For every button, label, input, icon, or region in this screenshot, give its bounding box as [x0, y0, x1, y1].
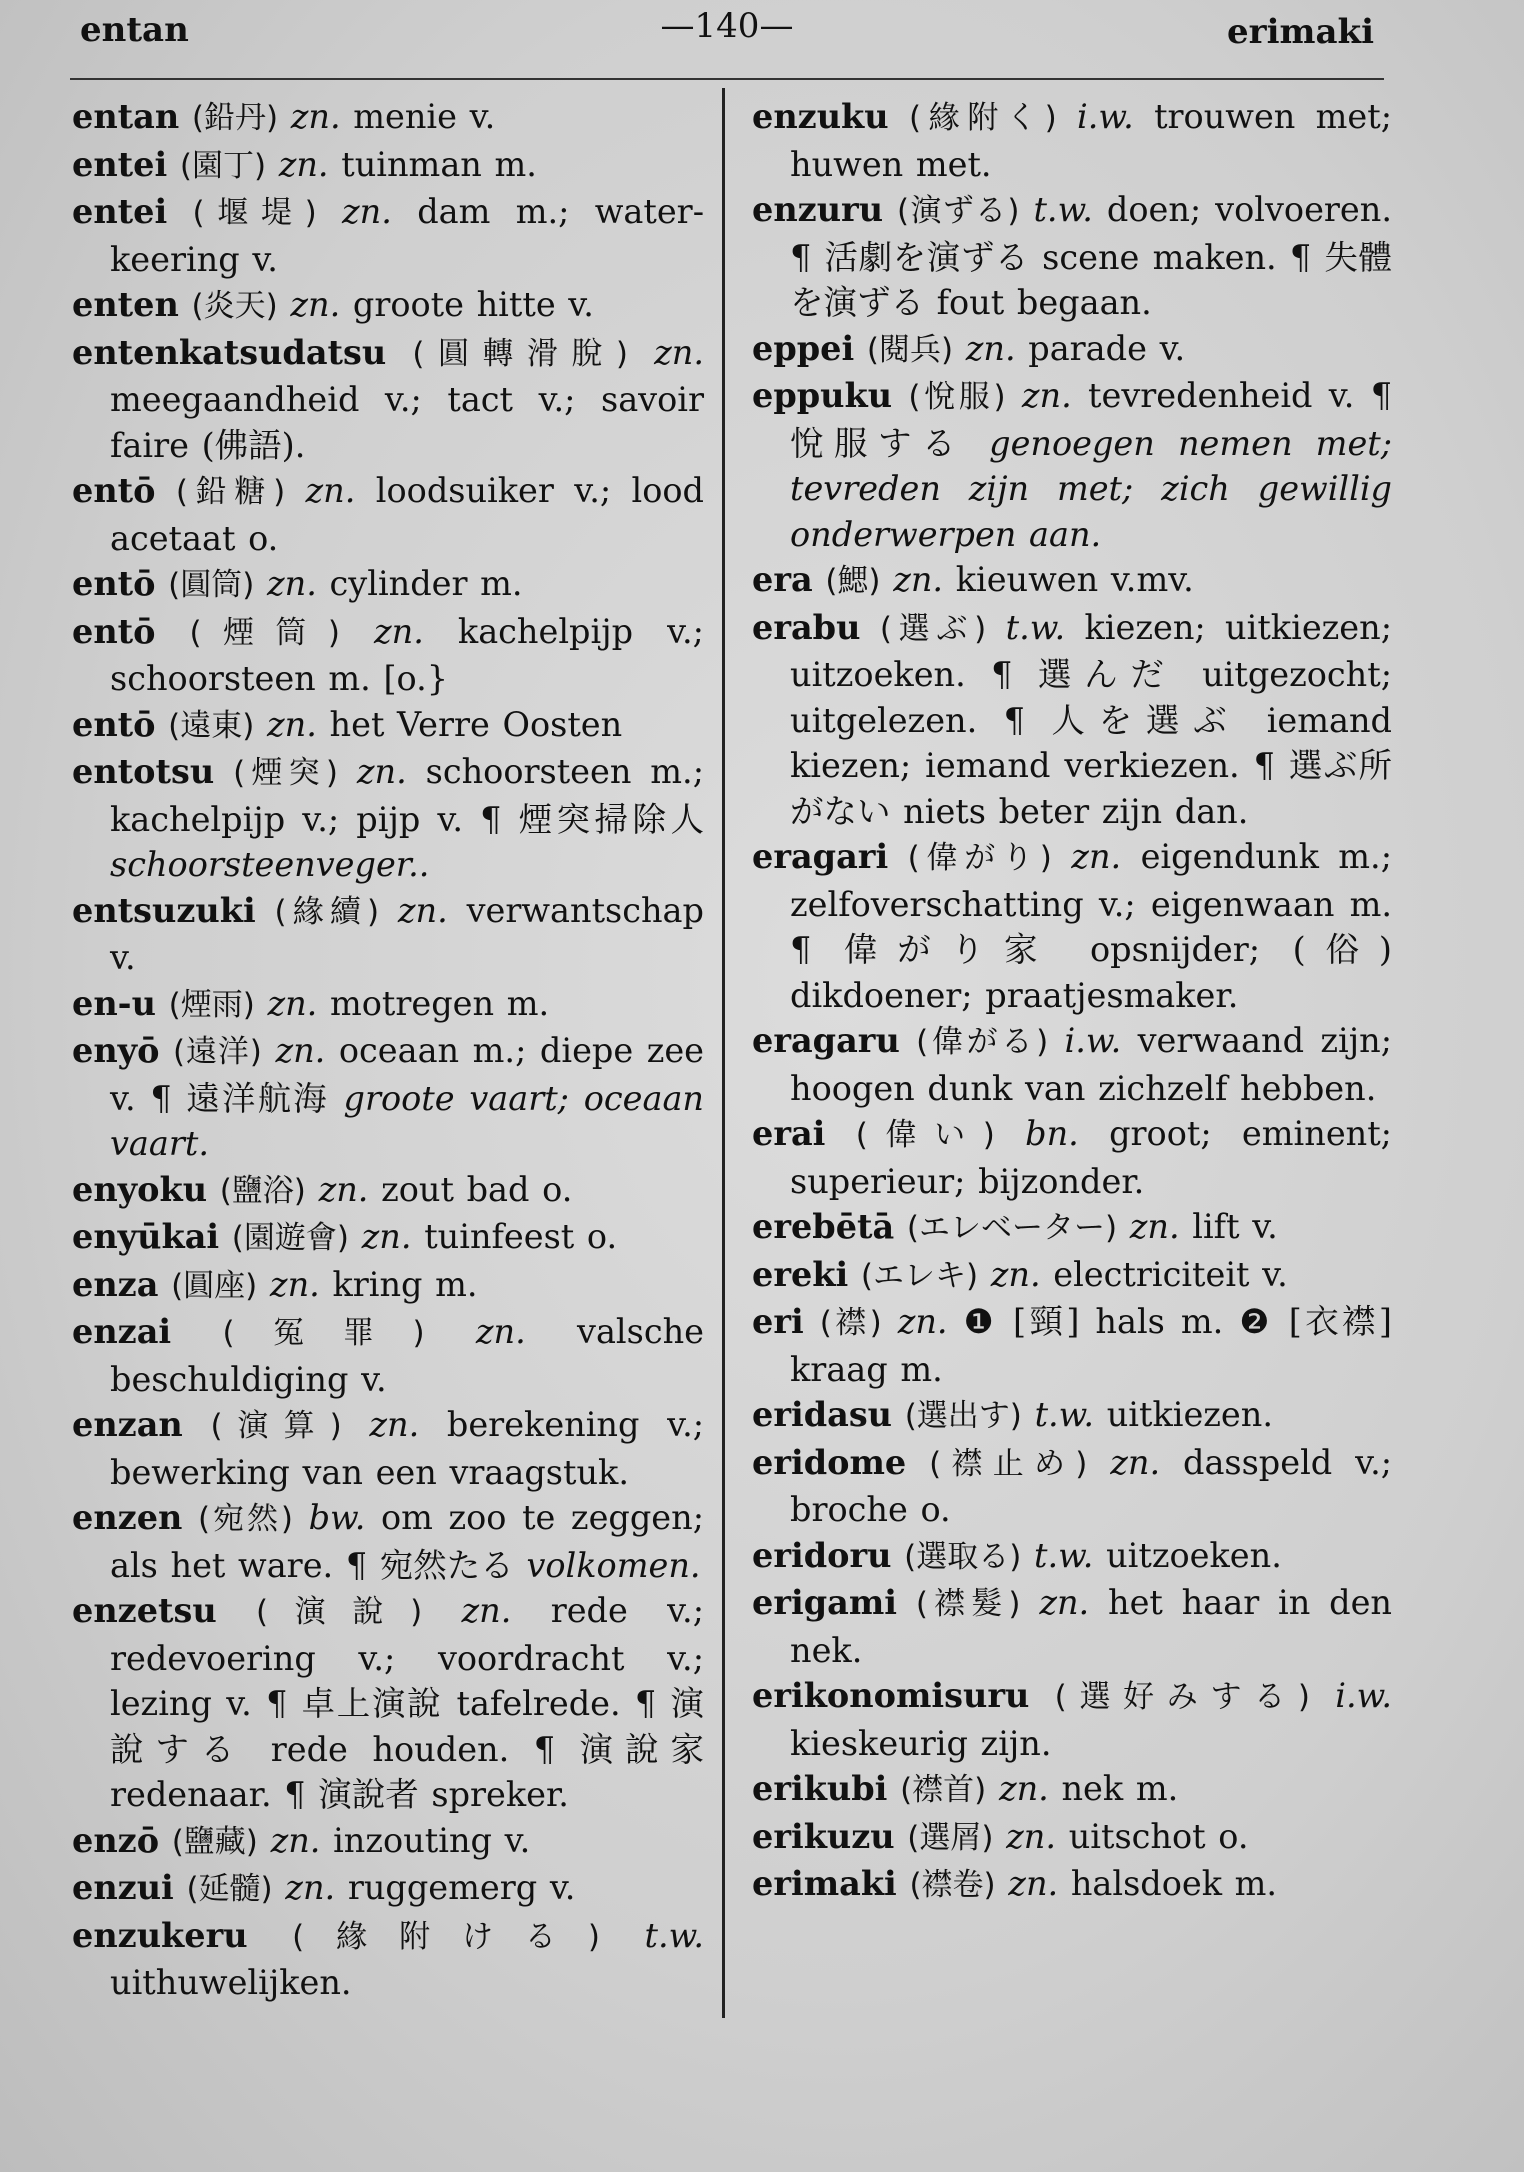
dictionary-entry [72, 1588, 704, 1818]
entry-part-of-speech: i.w. [1077, 97, 1134, 136]
entry-kanji: (エレベーター) [906, 1210, 1118, 1246]
entry-example-translation: genoegen nemen met; tevreden zijn met; zich gewillig onderwerpen aan. [790, 423, 1393, 554]
entry-part-of-speech: zn. [965, 328, 1016, 368]
entry-part-of-speech: zn. [1110, 1442, 1161, 1482]
entry-headword: enzui [72, 1868, 174, 1907]
entry-kanji: (選屑) [907, 1819, 994, 1856]
dictionary-entry [72, 468, 704, 561]
header-guide-word-left: entan [80, 10, 189, 50]
entry-definition: kieuwen v.mv. [955, 560, 1194, 599]
entry-part-of-speech: t.w. [1033, 190, 1093, 229]
entry-definition: tuinfeest o. [424, 1217, 618, 1256]
dictionary-entry [72, 330, 704, 469]
entry-kanji: (園丁) [179, 147, 267, 184]
entry-kanji: (演算) [210, 1408, 342, 1444]
entry-part-of-speech: zn. [990, 1254, 1041, 1294]
entry-part-of-speech: zn. [1021, 376, 1072, 415]
entry-headword: enyūkai [72, 1217, 220, 1256]
entry-headword: entō [72, 564, 156, 603]
entry-definition: uitschot o. [1068, 1816, 1249, 1856]
entry-definition: uitkiezen. [1106, 1395, 1273, 1434]
right-column [752, 94, 1392, 1909]
entry-headword: entei [72, 144, 168, 184]
dictionary-entry [752, 1533, 1392, 1581]
entry-definition: kring m. [332, 1264, 478, 1304]
entry-definition: kiezen; uitkiezen; uitzoeken. ¶ 選んだ uitgezocht; uitgelezen. ¶ 人を選ぶ iemand kiezen; iemand verkiezen. ¶ 選ぶ所がない niets beter zijn dan. [790, 607, 1392, 831]
entry-part-of-speech: zn. [361, 1217, 412, 1256]
entry-kanji: (偉い) [855, 1117, 995, 1153]
entry-part-of-speech: zn. [290, 285, 341, 324]
entry-headword: eppei [752, 328, 855, 368]
dictionary-entry [752, 94, 1392, 187]
entry-headword: entei [72, 192, 168, 231]
entry-part-of-speech: zn. [275, 1031, 326, 1070]
entry-part-of-speech: zn. [278, 144, 329, 184]
entry-part-of-speech: zn. [475, 1312, 526, 1351]
entry-definition: om zoo te zeggen; als het ware. ¶ 宛然たる [110, 1498, 704, 1585]
entry-kanji: (鉛丹) [191, 100, 279, 136]
entry-part-of-speech: zn. [461, 1591, 512, 1630]
entry-kanji: (選好みする) [1054, 1679, 1310, 1715]
dictionary-entry [72, 1028, 704, 1167]
entry-headword: enzukeru [72, 1915, 248, 1955]
entry-headword: entotsu [72, 752, 215, 791]
dictionary-entry [72, 981, 704, 1029]
entry-definition: verwantschap v. [110, 890, 704, 977]
entry-part-of-speech: zn. [998, 1769, 1049, 1808]
dictionary-entry [752, 1111, 1392, 1204]
entry-kanji: (鹽藏) [171, 1823, 258, 1860]
entry-headword: entsuzuki [72, 890, 256, 930]
entry-headword: enzetsu [72, 1591, 217, 1630]
entry-kanji: (選ぶ) [879, 610, 987, 647]
entry-headword: erikonomisuru [752, 1676, 1030, 1715]
dictionary-entry [752, 1018, 1392, 1111]
dictionary-entry [72, 1167, 704, 1215]
entry-headword: eppuku [752, 376, 893, 415]
header-rule [70, 78, 1384, 80]
dictionary-entry [752, 373, 1392, 557]
dictionary-entry [72, 282, 704, 330]
dictionary-entry [72, 94, 704, 142]
entry-headword: eridoru [752, 1535, 892, 1575]
entry-kanji: (襟首) [900, 1772, 987, 1808]
entry-kanji: (偉がる) [916, 1024, 1049, 1060]
entry-kanji: (圓轉滑脫) [412, 335, 628, 372]
entry-headword: erimaki [752, 1864, 897, 1903]
entry-kanji: (選出す) [904, 1398, 1022, 1434]
dictionary-entry [72, 1913, 704, 2006]
entry-headword: entenkatsudatsu [72, 332, 387, 372]
entry-kanji: (緣續) [274, 893, 380, 930]
page-number: —140— [660, 6, 794, 46]
entry-headword: era [752, 560, 813, 599]
dictionary-entry [72, 561, 704, 609]
entry-headword: enzai [72, 1312, 172, 1351]
dictionary-entry [752, 557, 1392, 605]
entry-definition: kieskeurig zijn. [790, 1723, 1052, 1763]
entry-kanji: (炎天) [191, 288, 278, 324]
entry-headword: erikubi [752, 1769, 888, 1808]
entry-definition: ruggemerg v. [347, 1868, 576, 1907]
entry-part-of-speech: zn. [369, 1405, 420, 1444]
entry-definition: groote hitte v. [352, 285, 594, 324]
entry-part-of-speech: t.w. [1034, 1395, 1095, 1434]
entry-kanji: (襟髮) [915, 1586, 1021, 1622]
dictionary-entry [72, 1262, 704, 1310]
entry-headword: enyoku [72, 1169, 208, 1209]
dictionary-entry [752, 1766, 1392, 1814]
entry-headword: eri [752, 1302, 804, 1341]
entry-kanji: (圓座) [171, 1267, 258, 1304]
entry-part-of-speech: zn. [1129, 1207, 1180, 1246]
entry-headword: eridome [752, 1442, 907, 1482]
entry-kanji: (煙筒) [189, 614, 340, 651]
entry-part-of-speech: zn. [270, 1820, 321, 1860]
entry-definition: parade v. [1028, 328, 1186, 368]
entry-definition: uitzoeken. [1106, 1535, 1282, 1575]
entry-definition: dasspeld v.; broche o. [790, 1442, 1393, 1529]
entry-definition: zout bad o. [381, 1169, 573, 1209]
entry-definition: halsdoek m. [1070, 1864, 1278, 1903]
entry-definition: rede v.; redevoering v.; voordracht v.; lezing v. ¶ 卓上演說 tafelrede. ¶ 演說する rede houden. ¶ 演說家 redenaar. ¶ 演說者 spreker. [110, 1591, 704, 1814]
entry-headword: ereki [752, 1254, 849, 1294]
entry-part-of-speech: zn. [1006, 1816, 1057, 1856]
entry-headword: entō [72, 471, 156, 510]
entry-headword: erebētā [752, 1207, 895, 1246]
entry-definition: verwaand zijn; hoogen dunk van zichzelf hebben. [790, 1021, 1392, 1108]
entry-part-of-speech: zn. [893, 560, 944, 599]
entry-part-of-speech: zn. [897, 1302, 948, 1341]
entry-headword: enten [72, 285, 179, 324]
entry-kanji: (演ずる) [897, 193, 1020, 229]
entry-kanji: (煙突) [233, 755, 338, 791]
dictionary-entry [752, 834, 1392, 1018]
entry-part-of-speech: zn. [285, 1868, 336, 1907]
entry-definition: kachelpijp v.; schoorsteen m. [o.} [110, 611, 704, 698]
entry-part-of-speech: zn. [1071, 837, 1122, 876]
entry-headword: erai [752, 1114, 826, 1153]
entry-definition: motregen m. [329, 983, 550, 1023]
running-head [80, 6, 1374, 58]
entry-definition: nek m. [1061, 1769, 1179, 1808]
dictionary-entry [72, 1309, 704, 1402]
entry-kanji: (襟卷) [909, 1867, 996, 1903]
entry-definition: eigendunk m.; zelfoverschatting v.; eigenwaan m. ¶ 偉がり家 opsnijder; (俗) dikdoener; praatjesmaker. [790, 837, 1392, 1015]
entry-kanji: (襟止め) [929, 1445, 1088, 1482]
entry-headword: enzō [72, 1820, 160, 1860]
entry-definition: loodsuiker v.; lood acetaat o. [110, 471, 704, 558]
entry-kanji: (延髓) [186, 1871, 273, 1907]
entry-part-of-speech: i.w. [1064, 1021, 1122, 1060]
dictionary-entry [72, 189, 704, 282]
entry-kanji: (演說) [256, 1594, 423, 1630]
entry-definition: tevredenheid v. ¶ 悅服する [790, 376, 1393, 463]
entry-definition: trouwen met; huwen met. [790, 97, 1393, 184]
entry-definition: uithuwelijken. [110, 1963, 352, 2002]
entry-example-translation: groote vaart; oceaan vaart. [110, 1078, 704, 1163]
dictionary-entry [752, 1673, 1392, 1766]
entry-example-translation: schoorsteenveger.. [110, 845, 430, 884]
entry-part-of-speech: bw. [308, 1498, 366, 1537]
entry-kanji: (偉がり) [907, 840, 1052, 876]
entry-headword: eragaru [752, 1021, 900, 1060]
dictionary-entry [752, 1299, 1392, 1392]
dictionary-entry [752, 1204, 1392, 1252]
dictionary-entry [72, 1402, 704, 1495]
entry-definition: valsche beschuldiging v. [110, 1312, 704, 1399]
entry-part-of-speech: zn. [1008, 1864, 1059, 1903]
entry-headword: enzuru [752, 190, 884, 229]
entry-kanji: (宛然) [197, 1501, 293, 1537]
entry-headword: enzuku [752, 97, 889, 136]
entry-part-of-speech: zn. [1039, 1583, 1090, 1622]
entry-part-of-speech: zn. [267, 564, 317, 603]
entry-part-of-speech: zn. [654, 332, 704, 372]
entry-kanji: (鹽浴) [219, 1172, 306, 1209]
dictionary-entry [752, 1861, 1392, 1909]
dictionary-entry [752, 605, 1392, 835]
entry-part-of-speech: zn. [305, 471, 356, 510]
entry-definition: het Verre Oosten [329, 704, 623, 744]
entry-kanji: (堰堤) [192, 195, 317, 231]
entry-definition: tuinman m. [341, 144, 537, 184]
entry-definition: inzouting v. [333, 1820, 531, 1860]
entry-definition: dam m.; water-keering v. [110, 192, 705, 279]
dictionary-entry [72, 749, 704, 888]
dictionary-entry [752, 1580, 1392, 1673]
entry-part-of-speech: t.w. [1033, 1535, 1094, 1575]
entry-part-of-speech: zn. [373, 611, 424, 651]
dictionary-entry [752, 1814, 1392, 1862]
dictionary-entry [72, 888, 704, 981]
entry-headword: enyō [72, 1031, 160, 1070]
entry-part-of-speech: zn. [342, 192, 392, 231]
dictionary-entry [752, 187, 1392, 326]
dictionary-entry [72, 1818, 704, 1866]
entry-kanji: (園遊會) [231, 1220, 349, 1256]
entry-kanji: (遠洋) [173, 1034, 262, 1070]
entry-example-translation: volkomen. [526, 1545, 701, 1585]
entry-headword: erigami [752, 1583, 897, 1622]
entry-headword: entan [72, 97, 180, 136]
entry-headword: erikuzu [752, 1816, 895, 1856]
entry-kanji: (悅服) [908, 379, 1006, 415]
entry-kanji: (選取る) [904, 1538, 1022, 1575]
entry-definition: meegaandheid v.; tact v.; savoir faire (佛語). [110, 380, 704, 465]
entry-definition: berekening v.; bewerking van een vraagstuk. [110, 1405, 704, 1492]
entry-kanji: (冤罪) [222, 1315, 425, 1351]
entry-part-of-speech: bn. [1025, 1114, 1079, 1153]
dictionary-entry [72, 609, 704, 702]
entry-headword: eragari [752, 837, 889, 876]
entry-kanji: (鰓) [825, 563, 881, 599]
entry-part-of-speech: i.w. [1335, 1676, 1392, 1715]
entry-kanji: (緣附く) [908, 100, 1057, 136]
entry-definition: ❶ [頸] hals m. ❷ [衣襟] kraag m. [790, 1302, 1392, 1389]
dictionary-entry [72, 1214, 704, 1262]
dictionary-entry [752, 1440, 1392, 1533]
dictionary-entry [752, 1252, 1392, 1300]
entry-headword: entō [72, 611, 156, 651]
entry-kanji: (遠東) [168, 707, 255, 744]
entry-part-of-speech: zn. [269, 1264, 320, 1304]
entry-definition: oceaan m.; diepe zee v. ¶ 遠洋航海 [110, 1031, 704, 1118]
entry-part-of-speech: t.w. [644, 1915, 704, 1955]
entry-part-of-speech: zn. [397, 890, 448, 930]
entry-part-of-speech: zn. [356, 752, 407, 791]
entry-kanji: (襟) [819, 1305, 882, 1341]
dictionary-entry [72, 1495, 704, 1588]
dictionary-entry [72, 142, 704, 190]
entry-headword: eridasu [752, 1395, 893, 1434]
entry-kanji: (鉛糖) [175, 474, 286, 510]
entry-headword: erabu [752, 607, 861, 647]
entry-definition: het haar in den nek. [790, 1583, 1392, 1670]
entry-kanji: (緣附ける) [292, 1918, 600, 1955]
dictionary-entry [72, 702, 704, 750]
entry-part-of-speech: zn. [318, 1169, 369, 1209]
entry-definition: lift v. [1192, 1207, 1278, 1246]
left-column [72, 94, 704, 2006]
dictionary-entry [752, 1392, 1392, 1440]
entry-headword: enza [72, 1264, 159, 1304]
dictionary-entry [752, 326, 1392, 374]
entry-headword: enzan [72, 1405, 183, 1444]
entry-kanji: (圓筒) [168, 567, 255, 603]
entry-part-of-speech: t.w. [1005, 607, 1066, 647]
entry-kanji: (エレキ) [860, 1257, 979, 1294]
entry-definition: cylinder m. [329, 564, 523, 603]
entry-kanji: (閱兵) [866, 331, 954, 368]
entry-kanji: (煙雨) [168, 986, 255, 1023]
entry-headword: en-u [72, 983, 156, 1023]
header-guide-word-right: erimaki [1227, 12, 1374, 52]
entry-definition: doen; volvoeren. ¶ 活劇を演ずる scene maken. ¶ 失體を演ずる fout begaan. [790, 190, 1392, 322]
entry-part-of-speech: zn. [267, 983, 318, 1023]
column-divider [722, 88, 725, 2018]
entry-definition: menie v. [353, 97, 496, 136]
entry-part-of-speech: zn. [267, 704, 317, 744]
entry-definition: schoorsteen m.; kachelpijp v.; pijp v. ¶ 煙突掃除人 [110, 752, 704, 839]
entry-part-of-speech: zn. [290, 97, 341, 136]
entry-headword: entō [72, 704, 156, 744]
entry-headword: enzen [72, 1498, 183, 1537]
dictionary-entry [72, 1865, 704, 1913]
entry-definition: electriciteit v. [1053, 1254, 1288, 1294]
entry-definition: groot; eminent; superieur; bijzonder. [790, 1114, 1392, 1201]
